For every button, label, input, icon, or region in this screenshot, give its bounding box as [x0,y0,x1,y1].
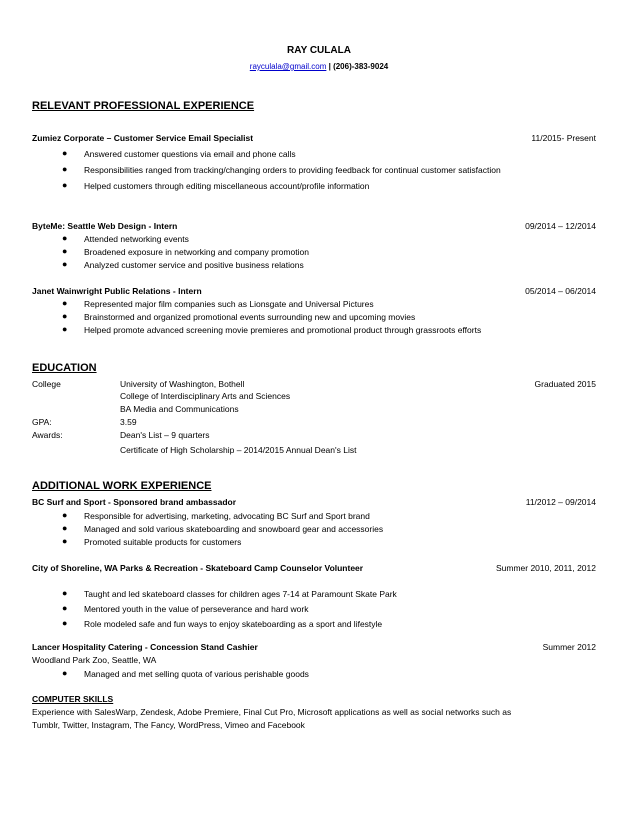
job-dates-byteme: 09/2014 – 12/2014 [525,221,596,231]
bullet-icon: ● [62,536,68,546]
college-value: University of Washington, Bothell [120,379,245,389]
job-bullet: Brainstormed and organized promotional events surrounding new and upcoming movies [84,312,416,322]
job-bullet: Analyzed customer service and positive business relations [84,260,304,270]
job-dates-zumiez: 11/2015- Present [531,133,596,143]
job-bullet: Responsibilities ranged from tracking/changing orders to providing feedback for continual customer satisfaction [84,165,501,175]
job-title-shoreline: City of Shoreline, WA Parks & Recreation - Skateboard Camp Counselor Volunteer [32,563,364,573]
skills-heading: COMPUTER SKILLS [32,694,114,704]
job-title-bcsurf: BC Surf and Sport - Sponsored brand ambassador [32,497,237,507]
job-dates-shoreline: Summer 2010, 2011, 2012 [495,563,596,573]
bullet-icon: ● [62,259,68,269]
job-title-byteme: ByteMe: Seattle Web Design - Intern [32,221,178,231]
job-bullet: Represented major film companies such as Lionsgate and Universal Pictures [84,299,374,309]
bullet-icon: ● [62,510,68,520]
bullet-icon: ● [62,603,68,613]
gpa-value: 3.59 [120,417,137,427]
gpa-label: GPA: [32,417,52,427]
bullet-icon: ● [62,246,68,256]
job-location-lancer: Woodland Park Zoo, Seattle, WA [32,655,157,665]
job-dates-bcsurf: 11/2012 – 09/2014 [525,497,596,507]
bullet-icon: ● [62,324,68,334]
job-title-zumiez: Zumiez Corporate – Customer Service Email Specialist [32,133,254,143]
awards-label: Awards: [32,430,63,440]
job-dates-lancer: Summer 2012 [542,642,596,652]
job-bullet: Managed and met selling quota of various perishable goods [84,669,309,679]
college-label: College [32,379,61,389]
additional-heading: ADDITIONAL WORK EXPERIENCE [32,480,212,492]
job-bullet: Attended networking events [84,234,189,244]
award-item: Dean's List – 9 quarters [120,430,210,440]
job-bullet: Promoted suitable products for customers [84,537,242,547]
education-heading: EDUCATION [32,362,97,374]
job-bullet: Mentored youth in the value of perseverance and hard work [84,604,309,614]
bullet-icon: ● [62,180,68,190]
experience-heading: RELEVANT PROFESSIONAL EXPERIENCE [32,100,255,112]
award-item: Certificate of High Scholarship – 2014/2015 Annual Dean's List [120,445,357,455]
bullet-icon: ● [62,298,68,308]
college-date: Graduated 2015 [534,379,596,389]
job-bullet: Role modeled safe and fun ways to enjoy skateboarding as a sport and lifestyle [84,619,383,629]
bullet-icon: ● [62,668,68,678]
resume-name: RAY CULALA [287,45,351,56]
skills-text: Experience with SalesWarp, Zendesk, Adobe Premiere, Final Cut Pro, Microsoft applications as well as social networks such as [32,707,512,717]
job-bullet: Helped promote advanced screening movie premieres and promotional product through grassroots efforts [84,325,482,335]
bullet-icon: ● [62,618,68,628]
job-title-wainwright: Janet Wainwright Public Relations - Intern [32,286,202,296]
email-link[interactable]: rayculala@gmail.com [249,62,327,71]
job-title-lancer: Lancer Hospitality Catering - Concession Stand Cashier [32,642,258,652]
job-bullet: Answered customer questions via email and phone calls [84,149,296,159]
job-bullet: Broadened exposure in networking and company promotion [84,247,309,257]
job-dates-wainwright: 05/2014 – 06/2014 [525,286,596,296]
job-bullet: Responsible for advertising, marketing, advocating BC Surf and Sport brand [84,511,370,521]
job-bullet: Managed and sold various skateboarding and snowboard gear and accessories [84,524,384,534]
bullet-icon: ● [62,164,68,174]
job-bullet: Taught and led skateboard classes for children ages 7-14 at Paramount Skate Park [84,589,397,599]
bullet-icon: ● [62,588,68,598]
phone-number: | (206)-383-9024 [328,62,389,71]
college-degree: BA Media and Communications [120,404,239,414]
bullet-icon: ● [62,311,68,321]
bullet-icon: ● [62,233,68,243]
bullet-icon: ● [62,148,68,158]
contact-line [0,60,638,73]
bullet-icon: ● [62,523,68,533]
job-bullet: Helped customers through editing miscellaneous account/profile information [84,181,370,191]
college-school: College of Interdisciplinary Arts and Sciences [120,391,291,401]
skills-text: Tumblr, Twitter, Instagram, The Fancy, WordPress, Vimeo and Facebook [32,720,305,730]
